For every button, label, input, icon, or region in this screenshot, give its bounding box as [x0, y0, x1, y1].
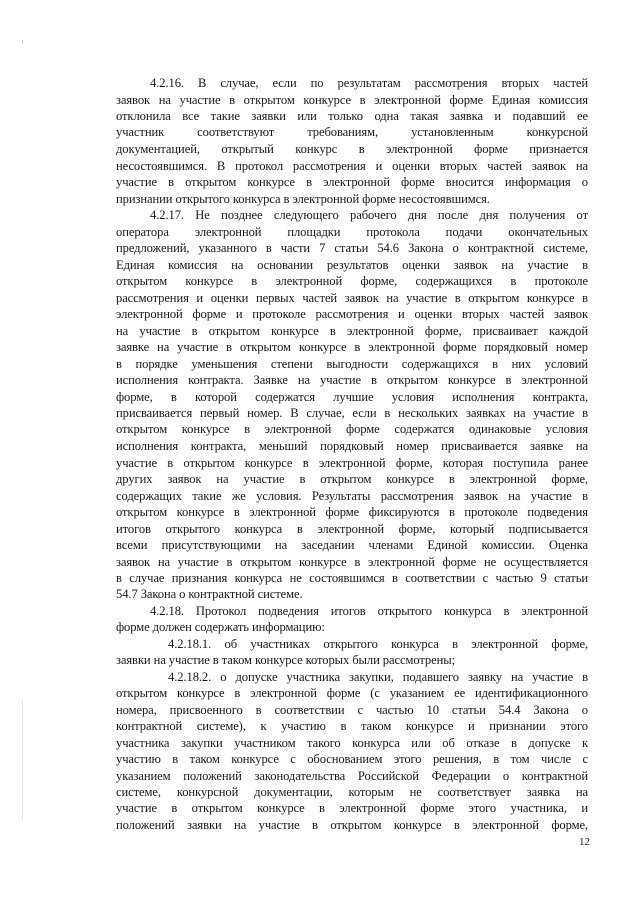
text-line: контрактной системе), к участию в таком конкурсе и признании этого — [116, 719, 588, 733]
text-line: Единая комиссия на основании результатов оценки заявок на участие в — [116, 258, 588, 272]
page-number: 12 — [579, 836, 590, 848]
text-line: 4.2.17. Не позднее следующего рабочего дня после дня получения от — [150, 208, 588, 222]
text-line: оператора электронной площадки протокола подачи окончательных — [116, 225, 588, 239]
text-line: 4.2.16. В случае, если по результатам рассмотрения вторых частей — [150, 76, 588, 90]
text-line: открытом конкурсе в электронной форме содержатся одинаковые условия — [116, 422, 588, 436]
text-line: номера, присвоенного в соответствии с частью 10 статьи 54.4 Закона о — [116, 703, 588, 717]
text-line: форме должен содержать информацию: — [116, 620, 325, 634]
text-line: положений заявки на участие в открытом конкурсе в электронной форме, — [116, 818, 588, 832]
text-line: 4.2.18.2. о допуске участника закупки, подавшего заявку на участие в — [168, 670, 588, 684]
text-line: электронной форме и протоколе рассмотрения и оценки вторых частей заявок — [116, 307, 588, 321]
text-line: участника закупки участником такого конкурса или об отказе в допуске к — [116, 736, 588, 750]
text-line: заявок на участие в открытом конкурсе в электронной форме Единая комиссия — [116, 93, 588, 107]
text-line: в порядке уменьшения степени выгодности содержащихся в них условий — [116, 357, 588, 371]
text-line: заявке на участие в открытом конкурсе в электронной форме порядковый номер — [116, 340, 588, 354]
text-line: указанием положений законодательства Российской Федерации о контрактной — [116, 769, 588, 783]
text-line: заявок на участие в открытом конкурсе в электронной форме не осуществляется — [116, 555, 588, 569]
text-line: предложений, указанного в части 7 статьи 54.6 Закона о контрактной системе, — [116, 241, 588, 255]
text-line: исполнения контракта, меньший порядковый номер присваивается заявке на — [116, 439, 588, 453]
text-line: несостоявшимся. В протокол рассмотрения и оценки вторых частей заявок на — [116, 159, 588, 173]
text-line: участие в открытом конкурсе в электронной форме этого участника, и — [116, 801, 588, 815]
text-line: присваивается первый номер. В случае, если в нескольких заявках на участие в — [116, 406, 588, 420]
text-line: открытом конкурсе в электронной форме, содержащихся в протоколе — [116, 274, 588, 288]
text-line: отклонила все такие заявки или только одна такая заявка и подавший ее — [116, 109, 588, 123]
text-line: участие в открытом конкурсе в электронной форме вносится информация о — [116, 175, 588, 189]
text-line: документацией, открытый конкурс в электронной форме признается — [116, 142, 588, 156]
text-line: рассмотрения и оценки первых частей заявок на участие в открытом конкурсе в — [116, 291, 588, 305]
text-line: открытом конкурсе в электронной форме (с указанием ее идентификационного — [116, 686, 588, 700]
text-line: форме, в которой содержатся лучшие условия исполнения контракта, — [116, 390, 588, 404]
text-line: системе, конкурсной документации, которым не соответствует заявка на — [116, 785, 588, 799]
text-line: содержащих такие же условия. Результаты рассмотрения заявок на участие в — [116, 489, 588, 503]
text-line: открытом конкурсе в электронной форме фиксируются в протоколе подведения — [116, 505, 588, 519]
text-line: всеми присутствующими на заседании членами Единой комиссии. Оценка — [116, 538, 588, 552]
text-line: заявки на участие в таком конкурсе которых были рассмотрены; — [116, 653, 456, 667]
text-line: в случае признания конкурса не состоявшимся в соответствии с частью 9 статьи — [116, 571, 588, 585]
text-line: признании открытого конкурса в электронной форме несостоявшимся. — [116, 192, 490, 206]
text-line: 54.7 Закона о контрактной системе. — [116, 587, 303, 601]
text-line: участие в открытом конкурсе в электронной форме, которая поступила ранее — [116, 456, 588, 470]
scan-edge-mark — [22, 700, 23, 820]
text-line: других заявок на участие в открытом конкурсе в электронной форме, — [116, 472, 588, 486]
scan-edge-mark — [22, 40, 23, 44]
text-line: 4.2.18.1. об участниках открытого конкурса в электронной форме, — [168, 637, 588, 651]
text-line: 4.2.18. Протокол подведения итогов открытого конкурса в электронной — [150, 604, 588, 618]
text-line: участник соответствуют требованиям, установленным конкурсной — [116, 125, 588, 139]
text-line: итогов открытого конкурса в электронной форме, который подписывается — [116, 522, 588, 536]
text-line: исполнения контракта. Заявке на участие в открытом конкурсе в электронной — [116, 373, 588, 387]
text-line: на участие в открытом конкурсе в электронной форме, присваивает каждой — [116, 324, 588, 338]
text-line: участию в таком конкурсе с обоснованием этого решения, в том числе с — [116, 752, 588, 766]
